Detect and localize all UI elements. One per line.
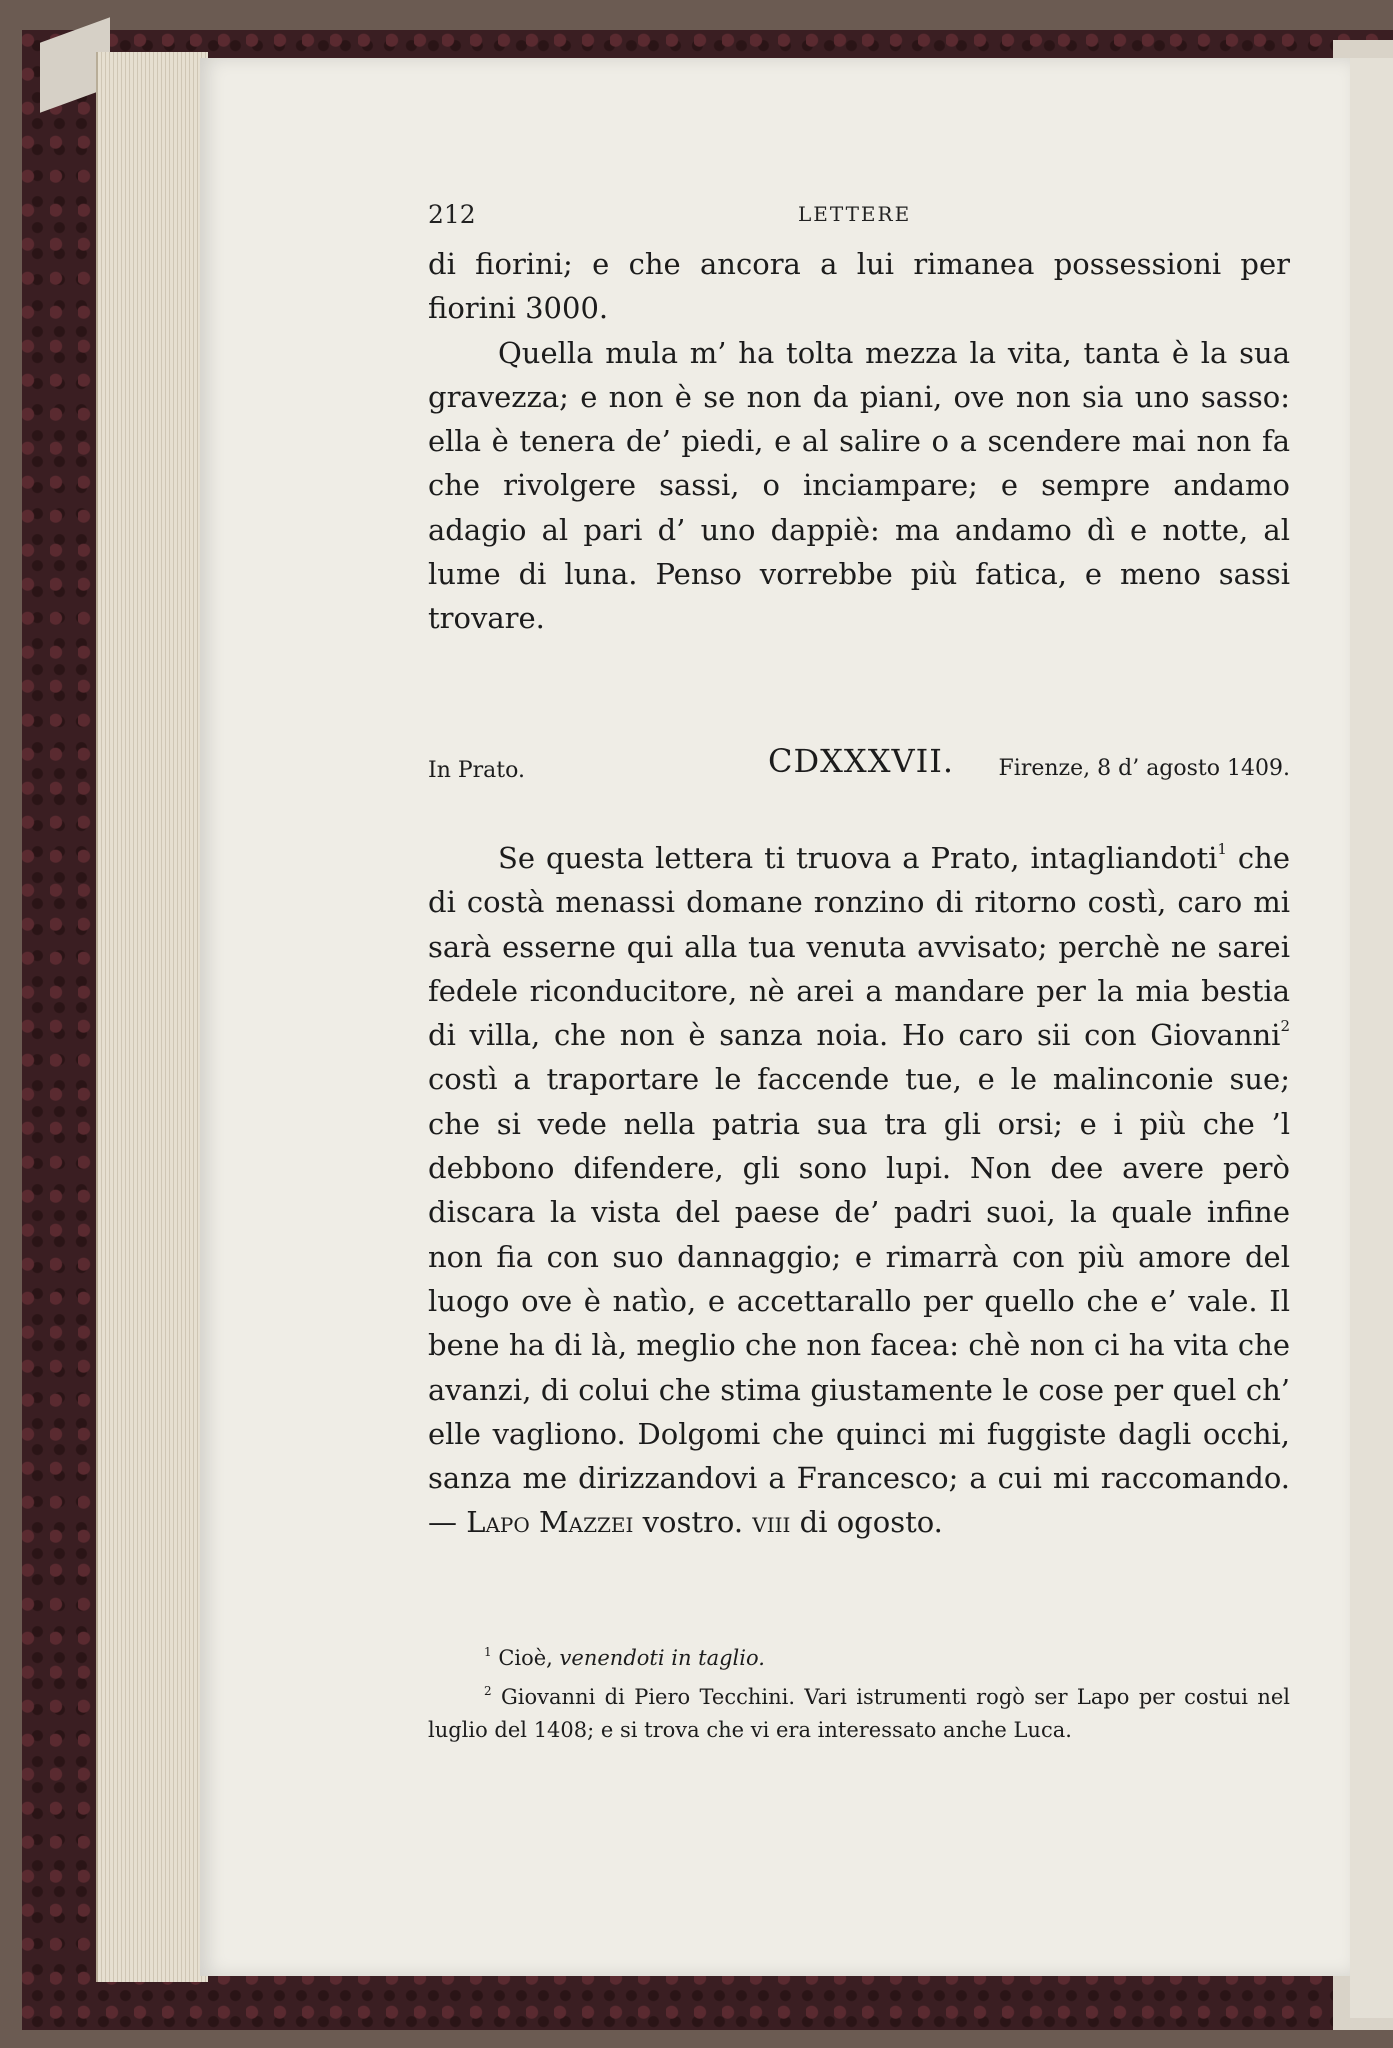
- footnote-ref: 2: [1280, 1017, 1290, 1036]
- footnote-mark: 2: [484, 1684, 492, 1698]
- footnotes: [428, 1636, 1290, 1747]
- paragraph: Quella mula m’ ha tolta mezza la vita, tanta è la sua gravezza; e non è se non da piani, ove non sia uno sasso: ella è tenera de’ piedi, e al salire o a scendere mai non fa che rivolgere sassi, o inciampare; e sempre andamo adagio al pari d’ uno dappiè: ma andamo dì e notte, al lume di luna. Penso vorrebbe più fatica, e meno sassi trovare.: [428, 335, 1290, 636]
- letter-number: CDXXXVII.: [768, 742, 955, 780]
- letter-destination: In Prato.: [428, 758, 525, 783]
- signature: Lapo Mazzei: [466, 1505, 634, 1540]
- footnote-text: Cioè,: [498, 1646, 560, 1670]
- facing-page-strip: [1350, 58, 1393, 2018]
- footnote-text: Giovanni di Piero Tecchini. Vari istrumenti rogò ser Lapo per costui nel luglio del 1408; e si trova che vi era interessato anche Luca.: [428, 1685, 1290, 1742]
- page-header: [428, 200, 1294, 230]
- letter-text: [428, 836, 1290, 1545]
- paragraph: [428, 836, 1290, 1545]
- letter-text-part: che di costà menassi domane ronzino di ritorno costì, caro mi sarà esserne qui alla tua venuta avvisato; perchè ne sarei fedele riconducitore, nè arei a mandare per la mia bestia di villa, che non è sanza noia. Ho caro sii con Giovanni: [428, 841, 1290, 1053]
- page-number: 212: [428, 200, 476, 229]
- letter-text-part: di ogosto.: [790, 1505, 943, 1540]
- letter-date: Firenze, 8 d’ agosto 1409.: [998, 756, 1290, 781]
- footnote-ref: 1: [1217, 840, 1227, 858]
- footnote: [428, 1675, 1290, 1747]
- running-head: LETTERE: [798, 202, 912, 226]
- letter-text-part: vostro.: [633, 1505, 753, 1540]
- page-edges: [96, 52, 208, 1982]
- footnote-italic: venendoti in taglio.: [559, 1646, 765, 1670]
- letter-text-part: costì a traportare le faccende tue, e le malinconie sue; che si vede nella patria sua tra gli orsi; e i più che ’l debbono difendere, gli sono lupi. Non dee avere però discara la vista del paese de’ padri suoi, la quale infine non fia con suo dannaggio; e rimarrà con più amore del luogo ove è natìo, e accettarallo per quello che e’ vale. Il bene ha di là, meglio che non facea: chè non ci ha vita che avanzi, di colui che stima giustamente le cose per quel ch’ elle vagliono. Dolgomi che quinci mi fuggiste dagli occhi, sanza me dirizzandovi a Francesco; a cui mi raccomando. —: [428, 1062, 1290, 1540]
- preceding-letter-text: [428, 242, 1290, 641]
- paragraph: di fiorini; e che ancora a lui rimanea possessioni per fiorini 3000.: [428, 247, 1290, 326]
- letter-text-part: Se questa lettera ti truova a Prato, intagliandoti: [498, 841, 1218, 875]
- footnote: [428, 1636, 1290, 1675]
- letter-day: viii: [752, 1505, 791, 1540]
- footnote-mark: 1: [484, 1645, 492, 1659]
- letter-heading: [428, 742, 1290, 792]
